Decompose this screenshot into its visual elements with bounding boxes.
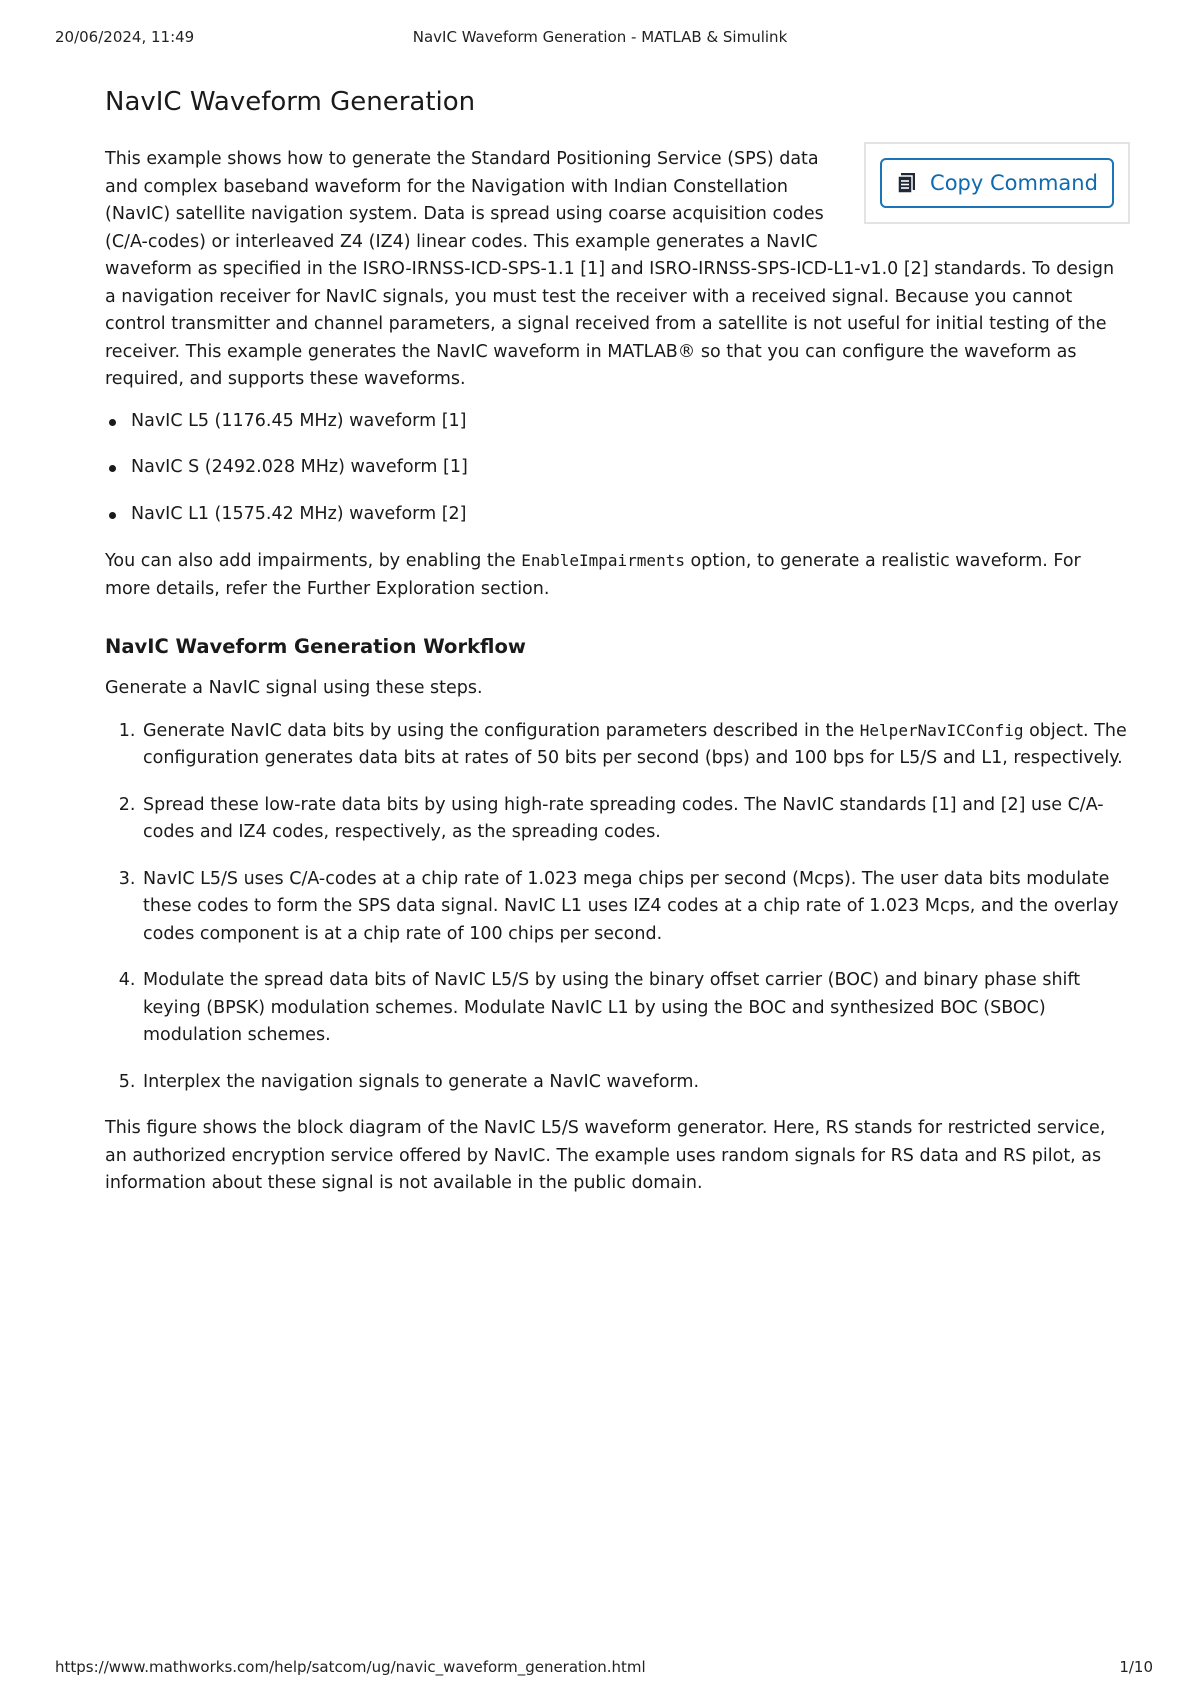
figure-description: This figure shows the block diagram of the NavIC L5/S waveform generator. Here, RS stands for restricted service, an authorized encryption service offered by NavIC. The example uses random signals for RS data and RS pilot, as information about these signal is not available in the public domain.: [105, 1118, 1106, 1193]
workflow-steps: [105, 717, 1130, 1097]
ref2-doc-link[interactable]: ISRO-IRNSS-SPS-ICD-L1-v1.0: [649, 259, 899, 279]
step-item: [141, 717, 1130, 773]
copy-command-button[interactable]: [880, 158, 1114, 208]
list-item: [131, 501, 1130, 529]
page-url: https://www.mathworks.com/help/satcom/ug/navic_waveform_generation.html: [55, 1658, 646, 1676]
ref-link[interactable]: [1]: [441, 410, 467, 431]
step-item: 3. NavIC L5/S uses C/A-codes at a chip rate of 1.023 mega chips per second (Mcps). The user data bits modulate these codes to form the SPS data signal. NavIC L1 uses IZ4 codes at a chip rate of 1.023 Mcps, and the overlay codes component is at a chip rate of 100 chips per second.: [141, 866, 1130, 949]
step-text: object. The configuration generates data bits at rates of 50 bits per second (bps) and 100 bps for L5/S and L1, respectively.: [143, 720, 1127, 768]
print-date: 20/06/2024, 11:49: [55, 28, 195, 46]
step-text: Spread these low-rate data bits by using high-rate spreading codes. The NavIC standards: [143, 794, 932, 815]
impairments-paragraph: [105, 547, 1130, 603]
impairments-text-b: option, to generate a realistic waveform. For more details, refer the Further Exploration section.: [105, 551, 1081, 599]
intro-text-a: This example shows how to generate the Standard Positioning Service (SPS) data and complex baseband waveform for the Navigation with Indian Constellation (NavIC) satellite navigation system. Data is spread using coarse acquisition codes (C/A-codes) or interleaved Z4 (IZ4) linear codes. This example generates a NavIC waveform as specified in the: [105, 149, 824, 279]
intro-text-b: and: [605, 259, 650, 279]
step-item: 4. Modulate the spread data bits of NavIC L5/S by using the binary offset carrier (BOC) and binary phase shift keying (BPSK) modulation schemes. Modulate NavIC L1 by using the BOC and synthesized BOC (SBOC) modulation schemes.: [141, 967, 1130, 1050]
print-header: [0, 28, 1200, 48]
list-item: [131, 408, 1130, 436]
step-text: and: [956, 794, 1001, 815]
ref1-doc-link[interactable]: ISRO-IRNSS-ICD-SPS-1.1: [362, 259, 575, 279]
ref1-link[interactable]: [1]: [580, 259, 606, 279]
ref2-link[interactable]: [2]: [903, 259, 929, 279]
step-item: 5. Interplex the navigation signals to generate a NavIC waveform.: [141, 1069, 1130, 1097]
step-text: Generate NavIC data bits by using the configuration parameters described in the: [143, 720, 860, 741]
print-doc-title: NavIC Waveform Generation - MATLAB & Simulink: [412, 28, 788, 46]
list-item-text: NavIC L5 (1176.45 MHz) waveform: [131, 410, 442, 431]
print-footer: [0, 1658, 1200, 1678]
list-item-text: NavIC S (2492.028 MHz) waveform: [131, 457, 444, 477]
step-text: use C/A-codes and IZ4 codes, respectively, as the spreading codes.: [143, 794, 1104, 842]
step-item: [141, 792, 1130, 847]
ref-link[interactable]: [2]: [1000, 794, 1026, 815]
section-heading-workflow: NavIC Waveform Generation Workflow: [105, 635, 526, 658]
helper-config-code: HelperNavICConfig: [859, 720, 1024, 740]
ref-link[interactable]: [1]: [443, 457, 468, 477]
intro-text-c: standards. To design a navigation receiver for NavIC signals, you must test the receiver with a received signal. Because you cannot control transmitter and channel parameters, a signal received from a satellite is not useful for initial testing of the receiver. This example generates the NavIC waveform in MATLAB® so that you can configure the waveform as required, and supports these waveforms.: [105, 259, 1115, 389]
page-title: NavIC Waveform Generation: [105, 87, 476, 117]
page-number: 1/10: [1119, 1658, 1153, 1676]
ref-link[interactable]: [2]: [441, 503, 467, 524]
workflow-lead: Generate a NavIC signal using these steps.: [105, 678, 483, 698]
waveform-list: [105, 408, 1130, 529]
list-item: [131, 454, 1130, 482]
impairments-text-a: You can also add impairments, by enabling the: [105, 551, 522, 571]
copy-command-label: Copy Command: [930, 171, 1098, 195]
enable-impairments-code: EnableImpairments: [521, 551, 685, 570]
document-icon: [896, 172, 918, 194]
intro-section: [105, 146, 1130, 603]
copy-command-container: [864, 142, 1130, 224]
ref-link[interactable]: [1]: [931, 794, 957, 815]
list-item-text: NavIC L1 (1575.42 MHz) waveform: [131, 503, 442, 524]
main-content: [105, 84, 1130, 1198]
